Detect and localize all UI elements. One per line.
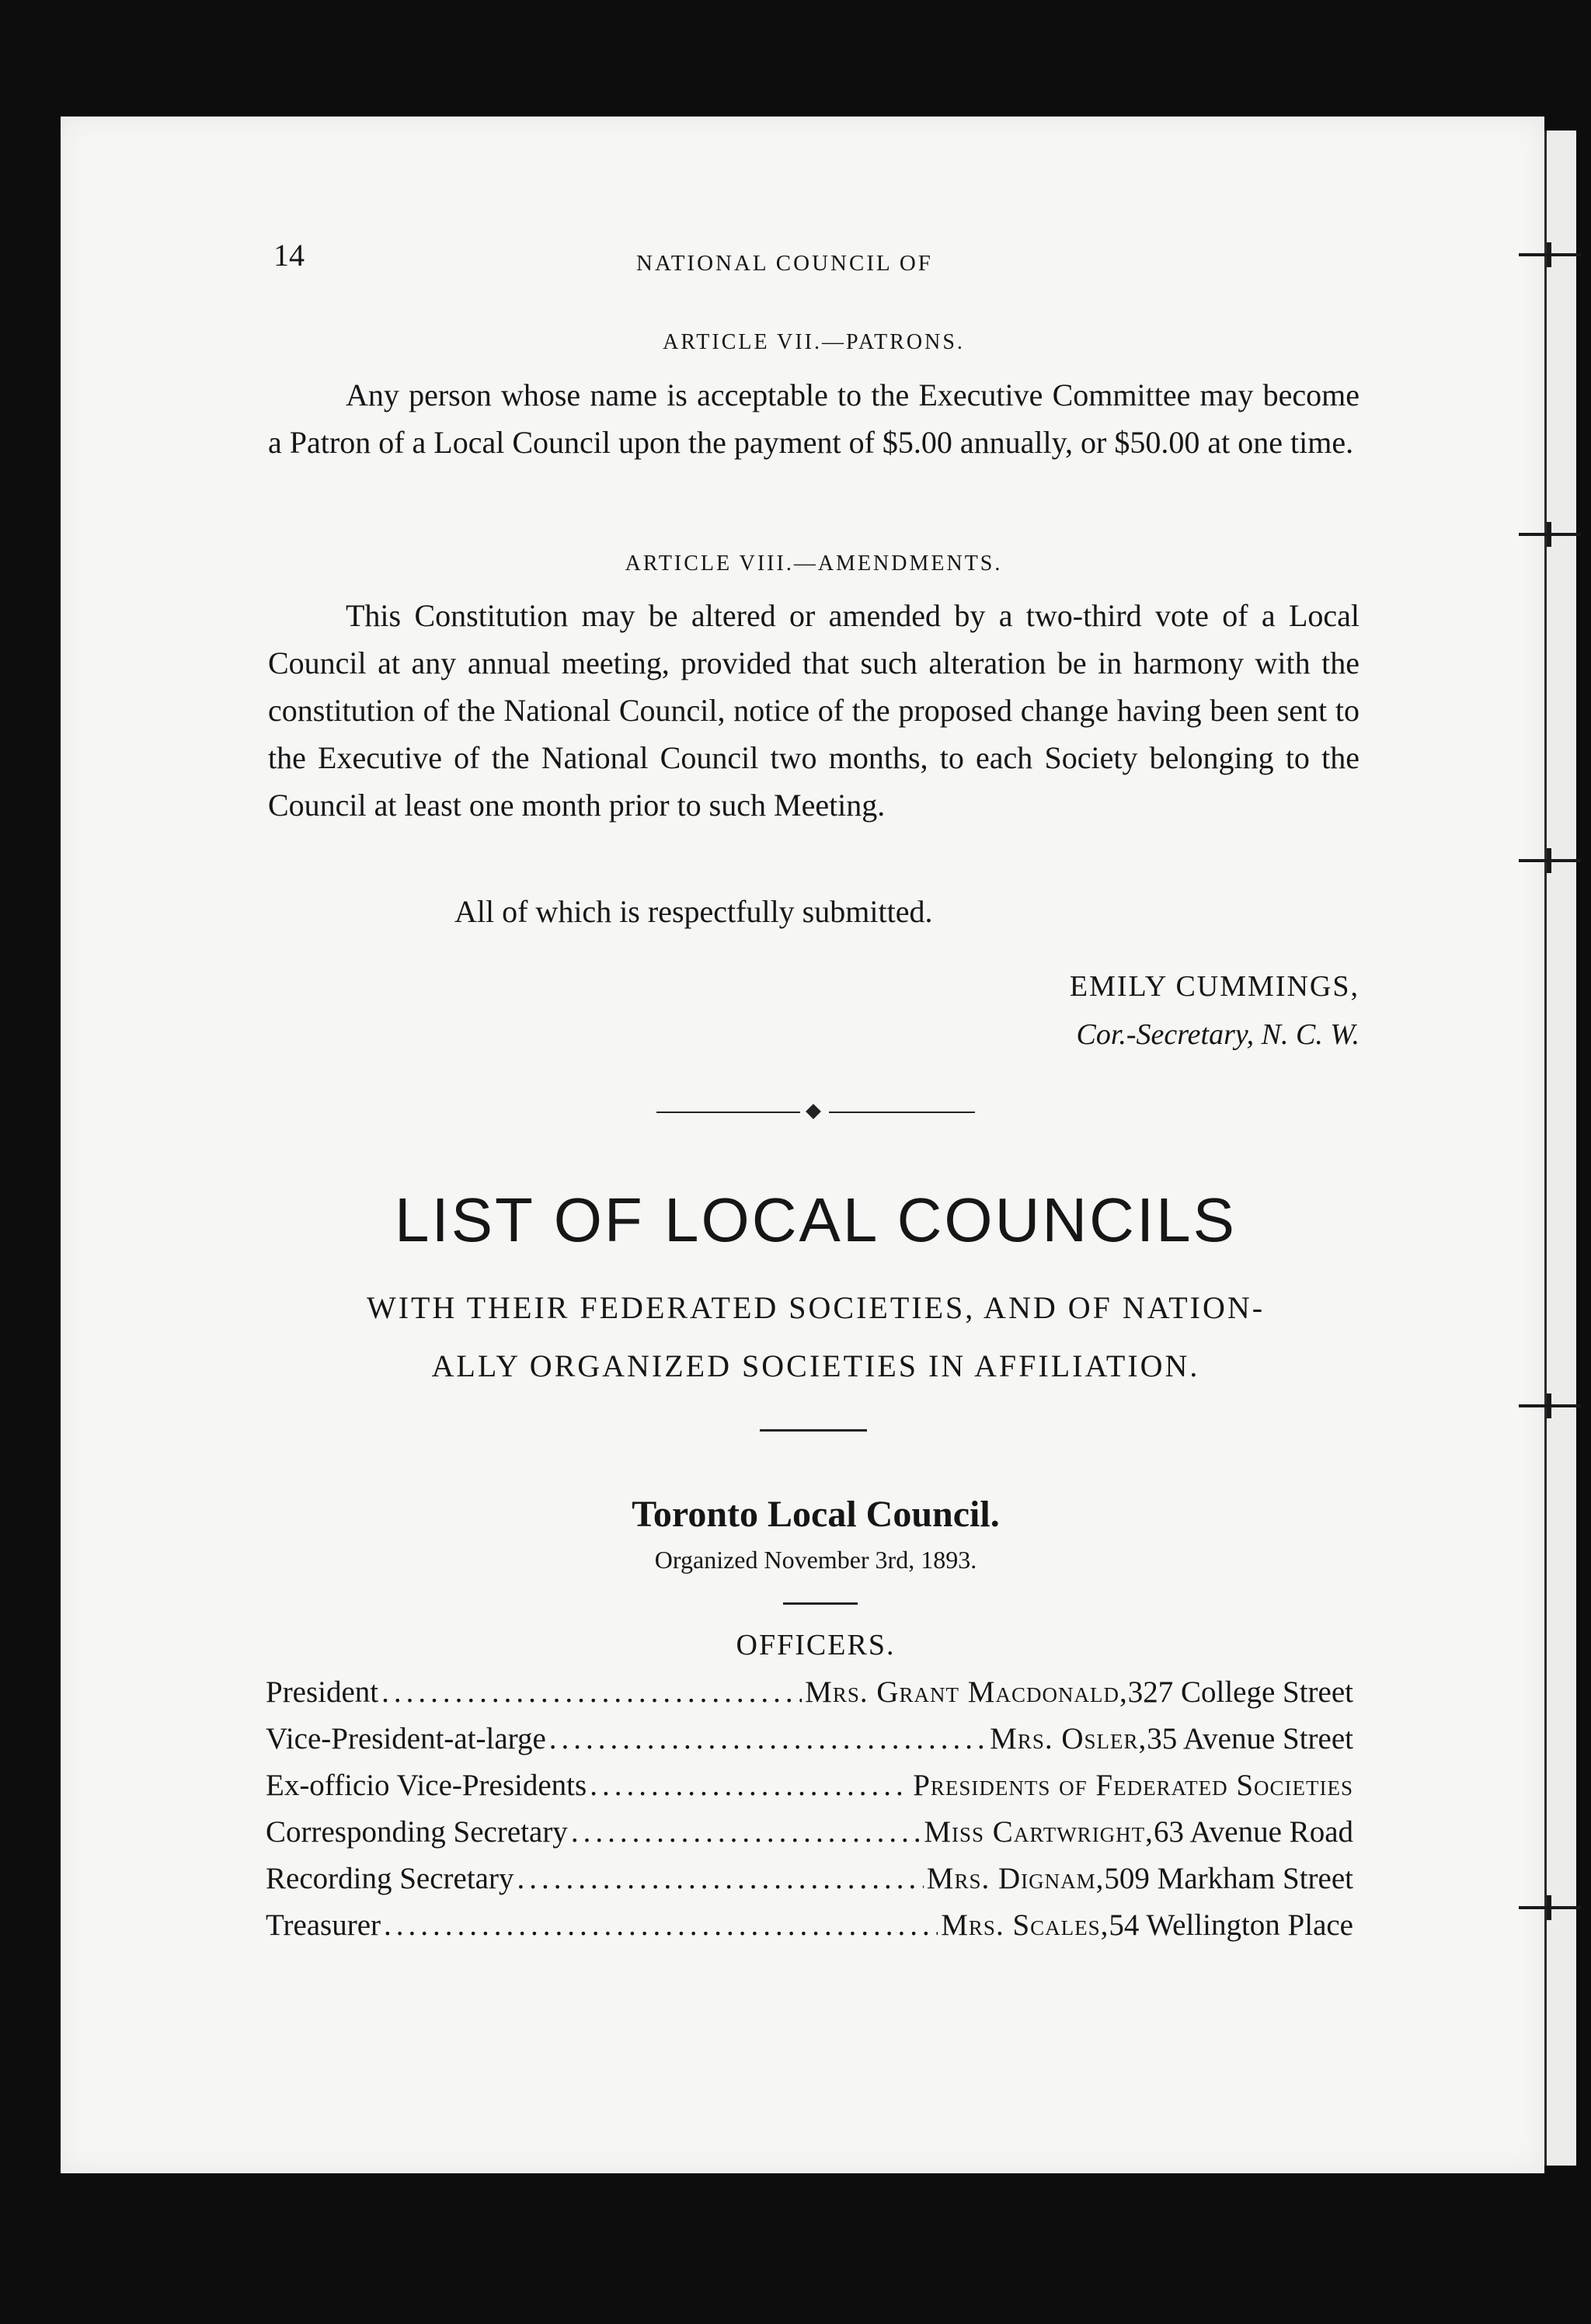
officer-row-vice-president (266, 1721, 1353, 1768)
officer-row-president (266, 1675, 1353, 1721)
article-vii-text: Any person whose name is acceptable to the Executive Committee may become a Patron of a Local Council upon the payment of $5.00 annually, or $50.00 at one time. (268, 377, 1359, 460)
officer-address: 509 Markham Street (1104, 1862, 1353, 1895)
officer-name: Miss Cartwright, (924, 1815, 1154, 1849)
ornamental-divider (656, 1105, 975, 1120)
page-number: 14 (273, 238, 305, 273)
page-binding-edge (1544, 130, 1576, 2166)
list-title: LIST OF LOCAL COUNCILS (394, 1185, 1238, 1254)
officers-list (266, 1675, 1353, 1954)
binding-stitch (1519, 528, 1581, 541)
officer-role: President (266, 1675, 379, 1709)
binding-stitch (1519, 1400, 1581, 1412)
dot-leader (517, 1861, 923, 1896)
binding-stitch (1519, 249, 1581, 261)
signatory-title: Cor.-Secretary, N. C. W. (1076, 1018, 1359, 1051)
officers-heading: OFFICERS. (736, 1629, 896, 1661)
officer-role: Corresponding Secretary (266, 1815, 568, 1849)
council-name: Toronto Local Council. (632, 1494, 1000, 1535)
article-viii-heading: ARTICLE VIII.—AMENDMENTS. (625, 551, 1003, 576)
article-vii-heading: ARTICLE VII.—PATRONS. (663, 330, 965, 354)
officer-role: Treasurer (266, 1908, 381, 1942)
officer-role: Ex-officio Vice-Presidents (266, 1769, 587, 1802)
officer-address: 327 College Street (1127, 1675, 1353, 1709)
page-header (210, 237, 1359, 276)
officer-row-treasurer (266, 1908, 1353, 1954)
dot-leader (571, 1814, 921, 1849)
officer-name: Presidents of Federated Societies (913, 1769, 1353, 1802)
running-head: NATIONAL COUNCIL OF (636, 251, 933, 276)
binding-stitch (1519, 1901, 1581, 1914)
officer-name: Mrs. Dignam, (926, 1862, 1105, 1895)
officers-rule (783, 1602, 858, 1605)
article-viii-text: This Constitution may be altered or amended by a two-third vote of a Local Council at any annual meeting, provided that such alteration be in harmony with the constitution of the National Council, notice of the proposed change having been sent to the Executive of the National Council two months, to each Society belonging to the Council at least one month prior to such Meeting. (268, 598, 1359, 823)
dot-leader (549, 1721, 987, 1756)
list-subtitle-line1: WITH THEIR FEDERATED SOCIETIES, AND OF NATION- (366, 1290, 1265, 1325)
officer-role: Vice-President-at-large (266, 1722, 546, 1755)
officer-row-recording-secretary (266, 1861, 1353, 1908)
signatory-name: EMILY CUMMINGS, (1069, 970, 1359, 1003)
officer-name: Mrs. Scales, (941, 1908, 1109, 1942)
dot-leader (381, 1675, 802, 1710)
officer-role: Recording Secretary (266, 1862, 514, 1895)
list-subtitle-line2: ALLY ORGANIZED SOCIETIES IN AFFILIATION. (431, 1348, 1200, 1383)
dot-leader (590, 1768, 910, 1803)
officer-address: 54 Wellington Place (1109, 1908, 1353, 1942)
binding-stitch (1519, 854, 1581, 867)
officer-name: Mrs. Grant Macdonald, (805, 1675, 1128, 1709)
dot-leader (384, 1908, 938, 1943)
section-rule (760, 1429, 867, 1432)
officer-row-corresponding-secretary (266, 1814, 1353, 1861)
officer-address: 35 Avenue Street (1147, 1722, 1353, 1755)
officer-row-ex-officio (266, 1768, 1353, 1814)
officer-address: 63 Avenue Road (1153, 1815, 1353, 1849)
closing-line: All of which is respectfully submitted. (454, 894, 933, 929)
council-organized-date: Organized November 3rd, 1893. (654, 1546, 977, 1574)
officer-name: Mrs. Osler, (990, 1722, 1147, 1755)
